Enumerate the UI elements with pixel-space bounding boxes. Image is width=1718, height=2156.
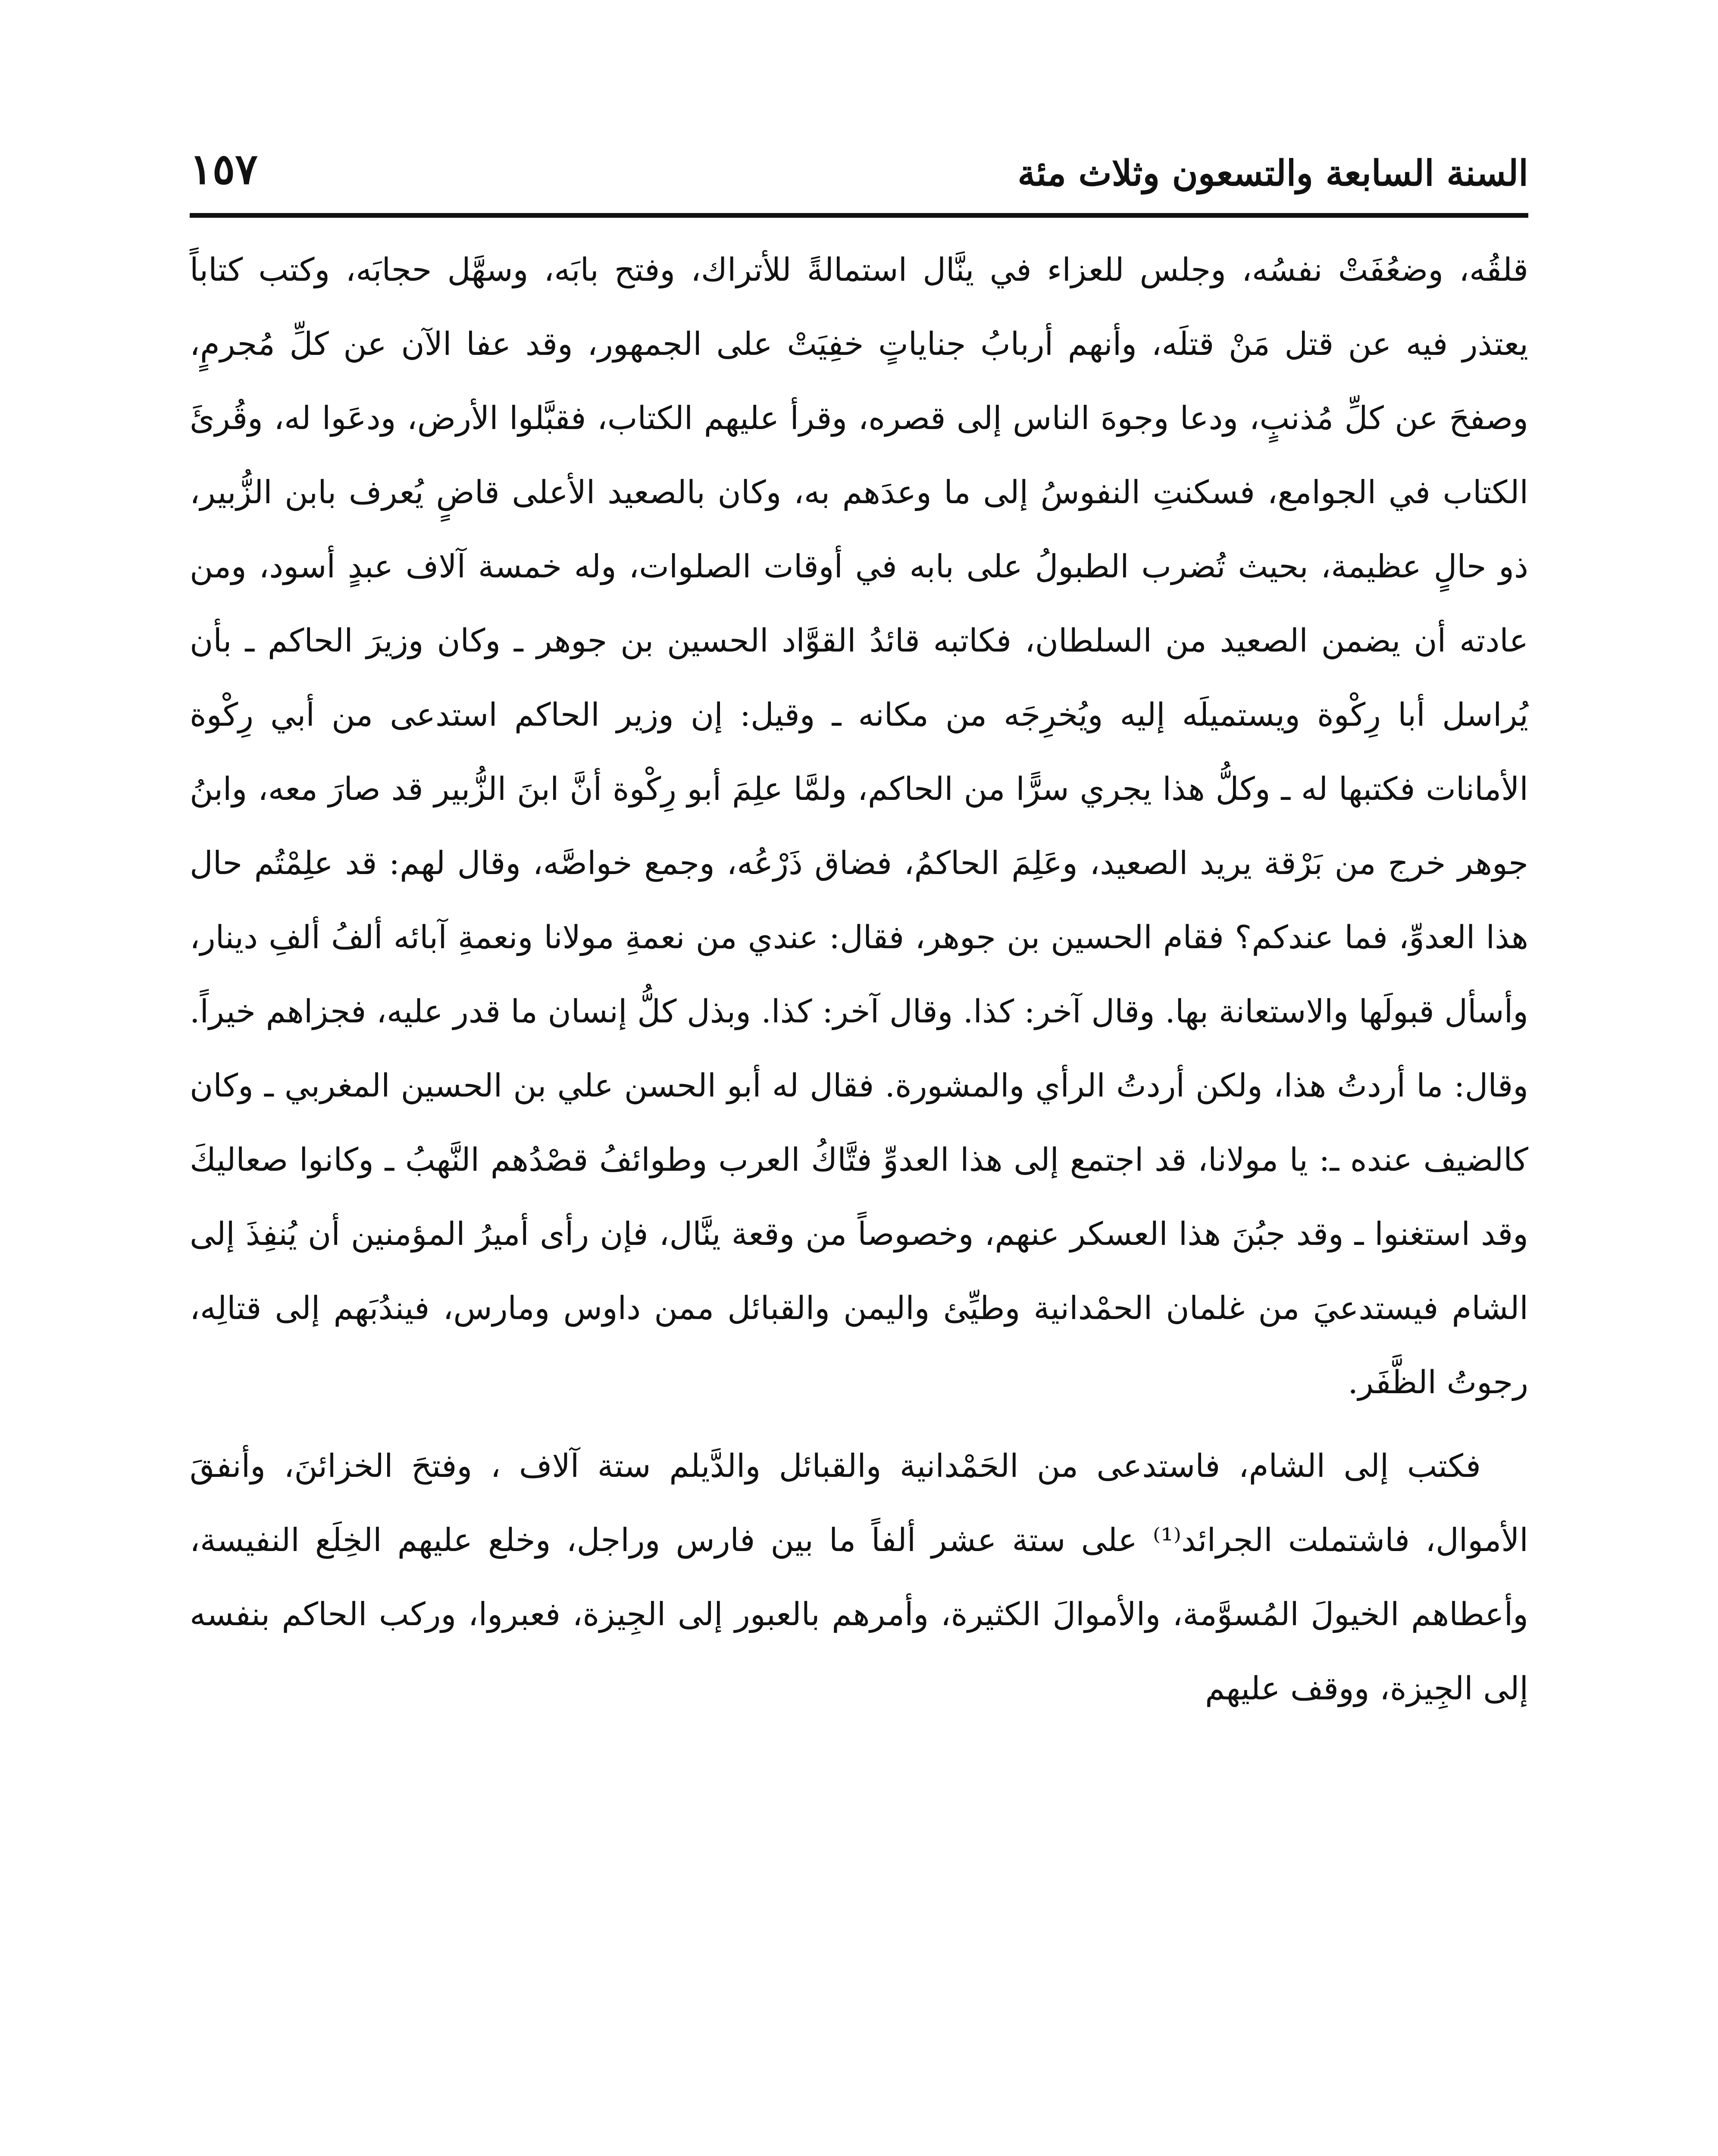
running-header-title: السنة السابعة والتسعون وثلاث مئة bbox=[1017, 153, 1528, 194]
paragraph-2: فكتب إلى الشام، فاستدعى من الحَمْدانية والقبائل والدَّيلم ستة آلاف ، وفتحَ الخزائنَ، وأنفقَ الأموال، فاشتملت الجرائد⁽¹⁾ على ستة عشر ألفاً ما بين فارس وراجل، وخلع عليهم الخِلَع النفيسة، وأعطاهم الخيولَ المُسوَّمة، والأموالَ الكثيرة، وأمرهم بالعبور إلى الجِيزة، فعبروا، وركب الحاكم بنفسه إلى الجِيزة، ووقف عليهم bbox=[190, 1448, 1528, 1707]
main-text bbox=[190, 233, 1528, 1726]
page-number: ١٥٧ bbox=[190, 144, 258, 194]
header-rule bbox=[190, 213, 1528, 218]
running-header bbox=[190, 129, 1528, 194]
paragraph-1: قلقُه، وضعُفَتْ نفسُه، وجلس للعزاء في ينَّال استمالةً للأتراك، وفتح بابَه، وسهَّل حجابَه، وكتب كتاباً يعتذر فيه عن قتل مَنْ قتلَه، وأنهم أربابُ جناياتٍ خفِيَتْ على الجمهور، وقد عفا الآن عن كلِّ مُجرمٍ، وصفحَ عن كلِّ مُذنبٍ، ودعا وجوهَ الناس إلى قصره، وقرأ عليهم الكتاب، فقبَّلوا الأرض، ودعَوا له، وقُرئَ الكتاب في الجوامع، فسكنتِ النفوسُ إلى ما وعدَهم به، وكان بالصعيد الأعلى قاضٍ يُعرف بابن الزُّبير، ذو حالٍ عظيمة، بحيث تُضرب الطبولُ على بابه في أوقات الصلوات، وله خمسة آلاف عبدٍ أسود، ومن عادته أن يضمن الصعيد من السلطان، فكاتبه قائدُ القوَّاد الحسين بن جوهر ـ وكان وزيرَ الحاكم ـ بأن يُراسل أبا رِكْوة ويستميلَه إليه ويُخرِجَه من مكانه ـ وقيل: إن وزير الحاكم استدعى من أبي رِكْوة الأمانات فكتبها له ـ وكلُّ هذا يجري سرًّا من الحاكم، ولمَّا علِمَ أبو رِكْوة أنَّ ابنَ الزُّبير قد صارَ معه، وابنُ جوهر خرج من بَرْقة يريد الصعيد، وعَلِمَ الحاكمُ، فضاق ذَرْعُه، وجمع خواصَّه، وقال لهم: قد علِمْتُم حال هذا العدوِّ، فما عندكم؟ فقام الحسين بن جوهر، فقال: عندي من نعمةِ مولانا ونعمةِ آبائه ألفُ ألفِ دينار، وأسأل قبولَها والاستعانة بها. وقال آخر: كذا. وقال آخر: كذا. وبذل كلُّ إنسان ما قدر عليه، فجزاهم خيراً. وقال: ما أردتُ هذا، ولكن أردتُ الرأي والمشورة. فقال له أبو الحسن علي بن الحسين المغربي ـ وكان كالضيف عنده ـ: يا مولانا، قد اجتمع إلى هذا العدوِّ فتَّاكُ العرب وطوائفُ قصْدُهم النَّهبُ ـ وكانوا صعاليكَ وقد استغنوا ـ وقد جبُنَ هذا العسكر عنهم، وخصوصاً من وقعة ينَّال، فإن رأى أميرُ المؤمنين أن يُنفِذَ إلى الشام فيستدعيَ من غلمان الحمْدانية وطيِّئ واليمن والقبائل ممن داوس ومارس، فيندُبَهم إلى قتالِه، رجوتُ الظَّفَر. bbox=[190, 251, 1528, 1401]
